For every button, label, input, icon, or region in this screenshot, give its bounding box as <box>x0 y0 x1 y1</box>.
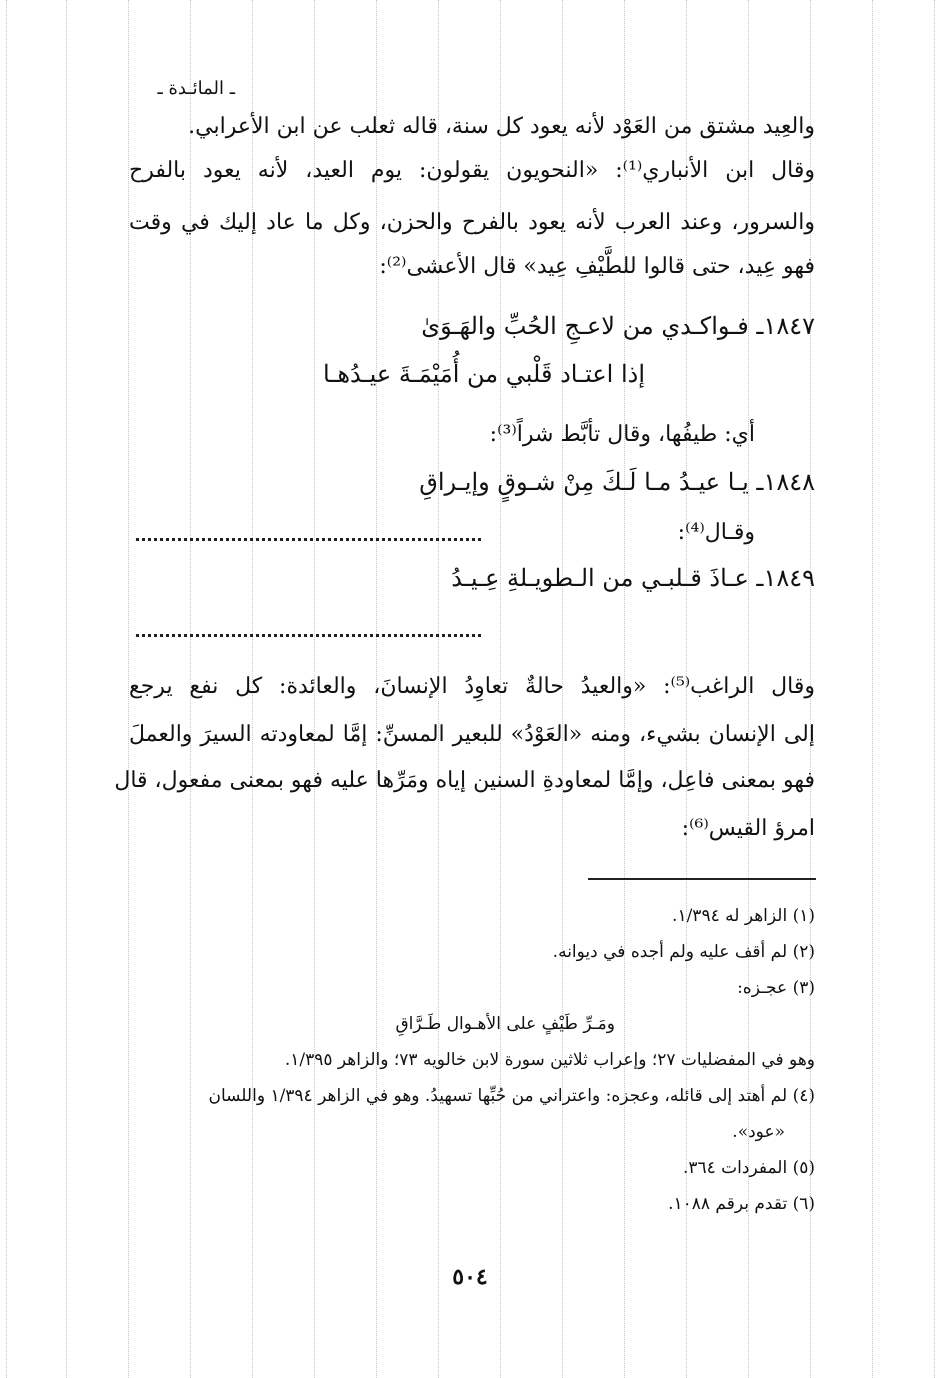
footnote-3: (٣) عجـزه: <box>737 978 815 998</box>
poem-verse-1847-first: ١٨٤٧ـ فـواكـدي من لاعـجِ الحُبِّ والهَـوَىٰ <box>421 312 815 340</box>
footnote-6: (٦) تقدم برقم ١٠٨٨. <box>668 1194 815 1214</box>
running-header: ـ المائـدة ـ <box>157 78 235 99</box>
text-line: أي: طيفُها، وقال تأبَّط شراً⁽³⁾: <box>489 422 755 447</box>
omitted-hemistich-dots <box>136 538 481 541</box>
guide-line <box>872 0 873 1378</box>
footnote-3-reference: وهو في المفضليات ٢٧؛ وإعراب ثلاثين سورة لابن خالويه ٧٣؛ والزاهر ١/٣٩٥. <box>284 1050 815 1070</box>
guide-line <box>66 0 67 1378</box>
omitted-hemistich-dots <box>136 634 481 637</box>
text-line: والسرور، وعند العرب لأنه يعود بالفرح والحزن، وكل ما عاد إليك في وقت <box>129 210 815 235</box>
footnote-4-continued: «عود». <box>732 1122 785 1142</box>
footnote-3-verse: ومَـرِّ طَيْفٍ على الأهـوال طَـرَّاقِ <box>395 1014 615 1034</box>
text-line: إلى الإنسان بشيء، ومنه «العَوْدُ» للبعير المسنِّ: إمَّا لمعاودته السيرَ والعملَ <box>129 722 815 747</box>
text-line: وقـال⁽⁴⁾: <box>677 520 755 545</box>
text-line: فهو بمعنى فاعِل، وإمَّا لمعاودةِ السنين إياه ومَرِّها عليه فهو بمعنى مفعول، قال <box>114 768 815 793</box>
text-line: امرؤ القيس⁽⁶⁾: <box>681 816 815 841</box>
footnote-4: (٤) لم أهتد إلى قائله، وعجزه: واعتراني من حُبِّها تسهيدُ. وهو في الزاهر ١/٣٩٤ واللسان <box>208 1086 815 1106</box>
footnote-2: (٢) لم أقف عليه ولم أجده في ديوانه. <box>552 942 815 962</box>
text-line: والعِيد مشتق من العَوْد لأنه يعود كل سنة، قاله ثعلب عن ابن الأعرابي. <box>188 114 815 139</box>
text-line: فهو عِيد، حتى قالوا للطَّيْفِ عِيد» قال الأعشى⁽²⁾: <box>379 254 815 279</box>
footnote-5: (٥) المفردات ٣٦٤. <box>682 1158 815 1178</box>
poem-verse-1847-second: إذا اعتـاد قَلْبي من أُمَيْمَـةَ عيـدُهـا <box>323 360 645 388</box>
page-number: ٥٠٤ <box>452 1264 488 1290</box>
guide-line <box>6 0 7 1378</box>
text-line: وقال الراغب⁽⁵⁾: «والعيدُ حالةٌ تعاوِدُ الإنسانَ، والعائدة: كل نفع يرجع <box>129 674 815 699</box>
text-line: وقال ابن الأنباري⁽¹⁾: «النحويون يقولون: يوم العيد، لأنه يعود بالفرح <box>129 158 815 183</box>
footnote-separator <box>588 878 816 880</box>
guide-line <box>934 0 935 1378</box>
footnote-1: (١) الزاهر له ١/٣٩٤. <box>672 906 815 926</box>
poem-verse-1849: ١٨٤٩ـ عـاذَ قـلبـي من الـطويـلةِ عِـيـدُ <box>451 564 815 592</box>
poem-verse-1848: ١٨٤٨ـ يـا عيـدُ مـا لَـكَ مِنْ شـوقٍ وإيـراقِ <box>419 468 815 496</box>
